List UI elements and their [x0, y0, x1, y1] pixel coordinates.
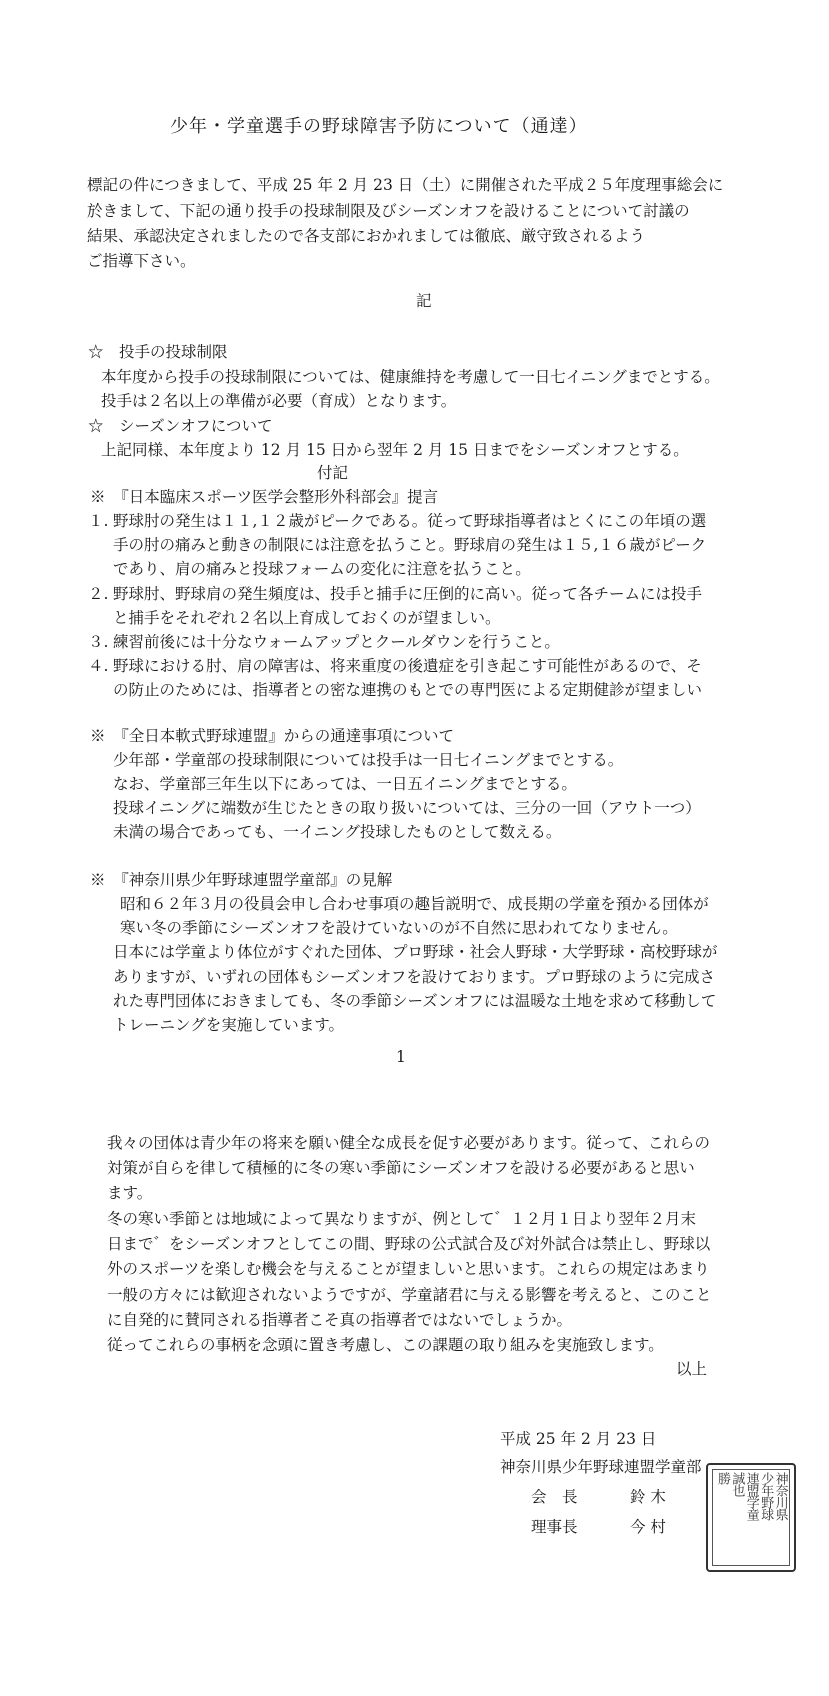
section3-heading: ※ 『日本臨床スポーツ医学会整形外科部会』提言	[90, 488, 439, 506]
section3-item-4-line-1: 野球における肘、肩の障害は、将来重度の後遺症を引き起こす可能性があるので、そ	[113, 657, 702, 675]
section3-item-1-line-2: 手の肘の痛みと動きの制限には注意を払うこと。野球肩の発生は１５,１６歳がピーク	[113, 536, 707, 554]
signature-org: 神奈川県少年野球連盟学童部	[500, 1458, 702, 1476]
section4-line-1: 少年部・学童部の投球制限については投手は一日七イニングまでとする。	[113, 751, 624, 769]
stamp-text-1: 神奈川県	[772, 1472, 788, 1520]
section3-item-1-number: １.	[88, 512, 109, 530]
section1-heading: ☆ 投手の投球制限	[88, 343, 228, 361]
stamp-text-2: 少年野球	[758, 1472, 774, 1520]
intro-line-4: ご指導下さい。	[87, 252, 196, 270]
section3-item-2-line-1: 野球肘、野球肩の発生頻度は、投手と捕手に圧倒的に高い。従って各チームには投手	[113, 585, 703, 603]
stamp-text-3: 連盟学童	[743, 1472, 759, 1520]
section4-line-4: 未満の場合であっても、一イニング投球したものとして数える。	[113, 823, 562, 841]
section1-line-1: 本年度から投手の投球制限については、健康維持を考慮して一日七イニングまでとする。	[101, 368, 720, 386]
signature-date: 平成 25 年 2 月 23 日	[500, 1430, 657, 1448]
section5-line-5: れた専門団体におきましても、冬の季節シーズンオフには温暖な土地を求めて移動して	[113, 992, 717, 1010]
section3-item-1-line-1: 野球肘の発生は１１,１２歳がピークである。従って野球指導者はとくにこの年頃の選	[113, 512, 707, 530]
section5-line-4: ありますが、いずれの団体もシーズンオフを設けております。プロ野球のように完成さ	[113, 968, 716, 986]
section4-line-3: 投球イニングに端数が生じたときの取り扱いについては、三分の一回（アウト一つ）	[113, 799, 701, 817]
page2-line-3: ます。	[107, 1184, 153, 1202]
section4-heading: ※ 『全日本軟式野球連盟』からの通達事項について	[90, 727, 454, 745]
section5-line-1: 昭和６２年３月の役員会申し合わせ事項の趣旨説明で、成長期の学童を預かる団体が	[120, 895, 709, 913]
stamp-text-5: 勝	[715, 1472, 731, 1484]
section3-item-2-number: ２.	[88, 585, 109, 603]
page2-line-8: に自発的に賛同される指導者こそ真の指導者ではないでしょうか。	[107, 1311, 573, 1329]
page-number: 1	[396, 1048, 406, 1066]
section3-item-1-line-3: であり、肩の痛みと投球フォームの変化に注意を払うこと。	[113, 560, 531, 578]
intro-line-1: 標記の件につきまして、平成 25 年 2 月 23 日（土）に開催された平成２５年度理事総会に	[87, 176, 724, 194]
page2-line-9: 従ってこれらの事柄を念頭に置き考慮し、この課題の取り組みを実施致します。	[107, 1336, 664, 1354]
intro-line-3: 結果、承認決定されましたので各支部におかれましては徹底、厳守致されるよう	[87, 227, 646, 245]
section5-heading: ※ 『神奈川県少年野球連盟学童部』の見解	[90, 871, 393, 889]
official-seal-stamp	[706, 1463, 796, 1572]
section5-line-3: 日本には学童より体位がすぐれた団体、プロ野球・社会人野球・大学野球・高校野球が	[113, 943, 718, 961]
president-title: 会 長	[531, 1488, 578, 1506]
section5-line-2: 寒い冬の季節にシーズンオフを設けていないのが不自然に思われてなりません。	[120, 919, 678, 937]
intro-line-2: 於きまして、下記の通り投手の投球制限及びシーズンオフを設けることについて討議の	[87, 202, 690, 220]
page2-line-5: 日まで゛をシーズンオフとしてこの間、野球の公式試合及び対外試合は禁止し、野球以	[107, 1235, 711, 1253]
section2-heading: ☆ シーズンオフについて	[88, 417, 273, 435]
page2-line-6: 外のスポーツを楽しむ機会を与えることが望ましいと思います。これらの規定はあまり	[107, 1260, 710, 1278]
ijo-closing: 以上	[676, 1360, 708, 1378]
section3-item-4-line-2: の防止のためには、指導者との密な連携のもとでの専門医による定期健診が望ましい	[113, 681, 703, 699]
director-name: 今 村	[630, 1518, 666, 1536]
stamp-text-4: 誠也	[729, 1472, 745, 1496]
section3-item-3-number: ３.	[88, 633, 109, 651]
section3-item-4-number: ４.	[88, 657, 109, 675]
section5-line-6: トレーニングを実施しています。	[113, 1016, 344, 1034]
section3-item-3-line-1: 練習前後には十分なウォームアップとクールダウンを行うこと。	[113, 633, 560, 651]
fuki-heading: 付記	[317, 464, 349, 482]
page2-line-1: 我々の団体は青少年の将来を願い健全な成長を促す必要があります。従って、これらの	[107, 1134, 710, 1152]
director-title: 理事長	[531, 1518, 578, 1536]
section3-item-2-line-2: と捕手をそれぞれ２名以上育成しておくのが望ましい。	[113, 609, 501, 627]
page2-line-7: 一般の方々には歓迎されないようですが、学童諸君に与える影響を考えると、このこと	[107, 1286, 712, 1304]
ki-heading: 記	[416, 292, 432, 310]
section1-line-2: 投手は２名以上の準備が必要（育成）となります。	[101, 392, 457, 410]
section4-line-2: なお、学童部三年生以下にあっては、一日五イニングまでとする。	[113, 775, 577, 793]
section2-line-1: 上記同様、本年度より 12 月 15 日から翌年 2 月 15 日までをシーズンオフとする。	[101, 441, 689, 459]
page2-line-4: 冬の寒い季節とは地域によって異なりますが、例として゛１２月１日より翌年２月末	[107, 1210, 697, 1228]
president-name: 鈴 木	[630, 1488, 666, 1506]
page2-line-2: 対策が自らを律して積極的に冬の寒い季節にシーズンオフを設ける必要があると思い	[107, 1159, 695, 1177]
document-title: 少年・学童選手の野球障害予防について（通達）	[170, 116, 588, 137]
